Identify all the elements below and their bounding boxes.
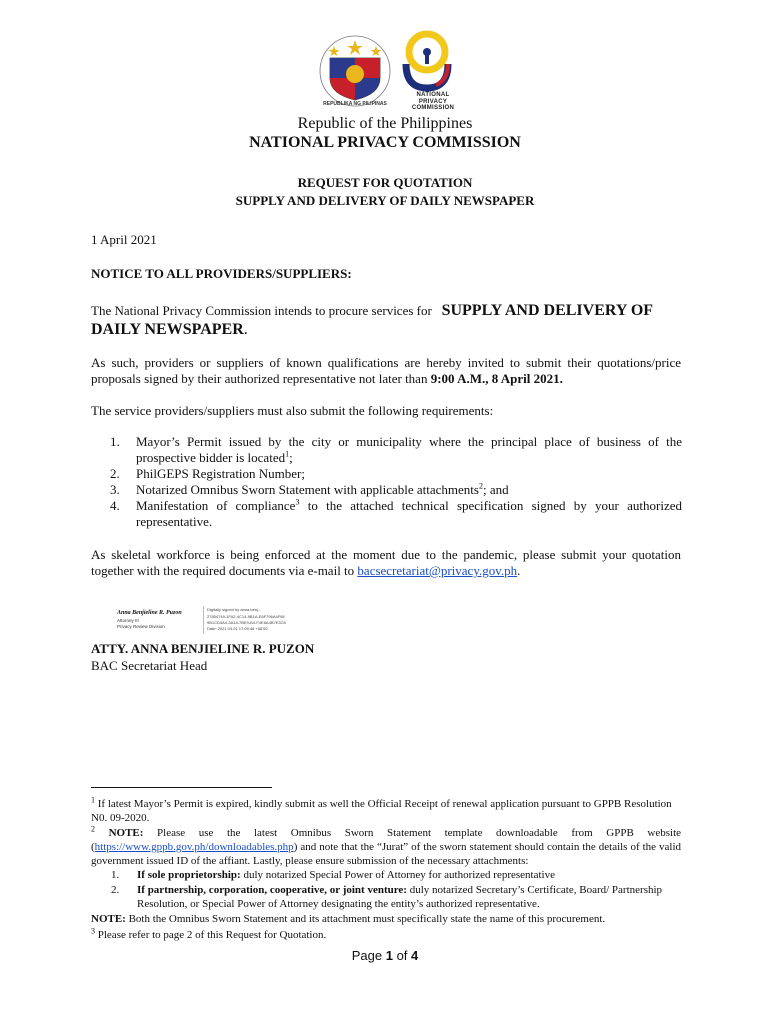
intro-lead: The National Privacy Commission intends to procure services for <box>91 303 432 318</box>
footnote-list <box>91 883 681 911</box>
footnote-3: $^3$ Please refer to page 2 of this Request for Quotation. <box>91 926 327 941</box>
signatory-title: BAC Secretariat Head <box>91 658 208 673</box>
footnote-1: $^1$ If latest Mayor’s Permit is expired, kindly submit as well the Official Receipt of renewal application pursuant to GPPB Resolution N0. 09-2020. <box>91 795 672 824</box>
list-item: 2. If partnership, corporation, cooperative, or joint venture: duly notarized Secretary’s Certificate, Board/ Partnership Resolution, or Special Power of Attorney designating the entity’s authorized representative. <box>111 884 663 910</box>
notice-heading: NOTICE TO ALL PROVIDERS/SUPPLIERS: <box>91 266 352 281</box>
document-date: 1 April 2021 <box>91 232 157 247</box>
invitation-paragraph <box>91 355 681 387</box>
signatory-name: ATTY. ANNA BENJIELINE R. PUZON <box>91 641 315 656</box>
signature-detail: Digitally signed by anna.benj... <box>207 607 262 612</box>
email-link[interactable]: bacsecretariat@privacy.gov.ph <box>357 563 518 578</box>
intro-subject-2: DAILY NEWSPAPER <box>91 321 244 338</box>
signature-detail: 9B1CD4A4-3A14-7BE9-B4-F4E6A4B7E3C8 <box>207 620 286 625</box>
republic-heading: Republic of the Philippines <box>297 115 473 132</box>
invitation-text: As such, providers or suppliers of known qualifications are hereby invited to submit their quotations/price proposals signed by their authorized representative not later than <box>91 355 681 386</box>
footnote-note: NOTE: Both the Omnibus Sworn Statement and its attachment must specifically state the name of this procurement. <box>91 913 606 925</box>
digital-signature[interactable] <box>117 606 357 634</box>
requirements-intro: The service providers/suppliers must also submit the following requirements: <box>91 403 494 418</box>
requirements-list <box>110 434 682 530</box>
closing-paragraph: As skeletal workforce is being enforced at the moment due to the pandemic, please submit your quotation together with the required documents via e-mail to bacsecretariat@privacy.gov.ph. <box>91 547 681 578</box>
signature-position: Attorney III <box>117 618 139 623</box>
signature-detail: 27854749-1FA2-4C14-9B1A-E6F796A4F98 <box>207 614 285 619</box>
footnote-2: $^2$ NOTE: Please use the latest Omnibus Sworn Statement template downloadable from GPPB website (https://www.gppb.gov.ph/downloadables.php) and note that the “Jurat” of the sworn statement should contain the details of the valid government issued ID of the affiant. Lastly, please ensure submission of the necessary attachments: <box>91 824 682 867</box>
npc-logo-text: NATIONAL PRIVACY COMMISSION <box>411 92 455 111</box>
deadline: 9:00 A.M., 8 April 2021. <box>430 371 563 386</box>
philippine-seal-icon <box>318 34 392 108</box>
rfq-subtitle: SUPPLY AND DELIVERY OF DAILY NEWSPAPER <box>235 193 535 208</box>
page-number: Page 1 of 4 <box>351 948 419 963</box>
list-item: 4. Manifestation of compliance$^3$ to the attached technical specification signed by your authorized representative. <box>110 497 683 529</box>
list-item: 3. Notarized Omnibus Sworn Statement with applicable attachments$^2$; and <box>110 481 509 497</box>
list-item: 1. If sole proprietorship: duly notarized Special Power of Attorney for authorized representative <box>111 869 555 881</box>
rfq-title: REQUEST FOR QUOTATION <box>297 175 473 190</box>
npc-logo-icon <box>396 30 458 92</box>
signature-detail: Date: 2021.04.01 17:09:46 +08'00' <box>207 626 269 631</box>
intro-paragraph-cont: DAILY NEWSPAPER. <box>91 321 248 338</box>
intro-paragraph <box>91 303 681 319</box>
signature-divider <box>203 606 204 634</box>
footnote-divider <box>91 787 272 788</box>
list-item: 2. PhilGEPS Registration Number; <box>110 466 305 481</box>
signature-division: Privacy Review Division <box>117 624 165 629</box>
header-logos <box>318 30 478 118</box>
list-item: 1. Mayor’s Permit issued by the city or municipality where the principal place of business of the prospective bidder is located$^1$; <box>110 434 682 465</box>
seal-text: REPUBLIKA NG PILIPINAS <box>323 101 387 107</box>
agency-heading: NATIONAL PRIVACY COMMISSION <box>249 134 521 151</box>
gppb-link[interactable]: https://www.gppb.gov.ph/downloadables.php <box>94 841 294 853</box>
intro-subject-1: SUPPLY AND DELIVERY OF <box>441 302 654 319</box>
footnote-list <box>91 868 681 882</box>
signature-name: Anna Benjieline R. Puzon <box>117 610 182 616</box>
